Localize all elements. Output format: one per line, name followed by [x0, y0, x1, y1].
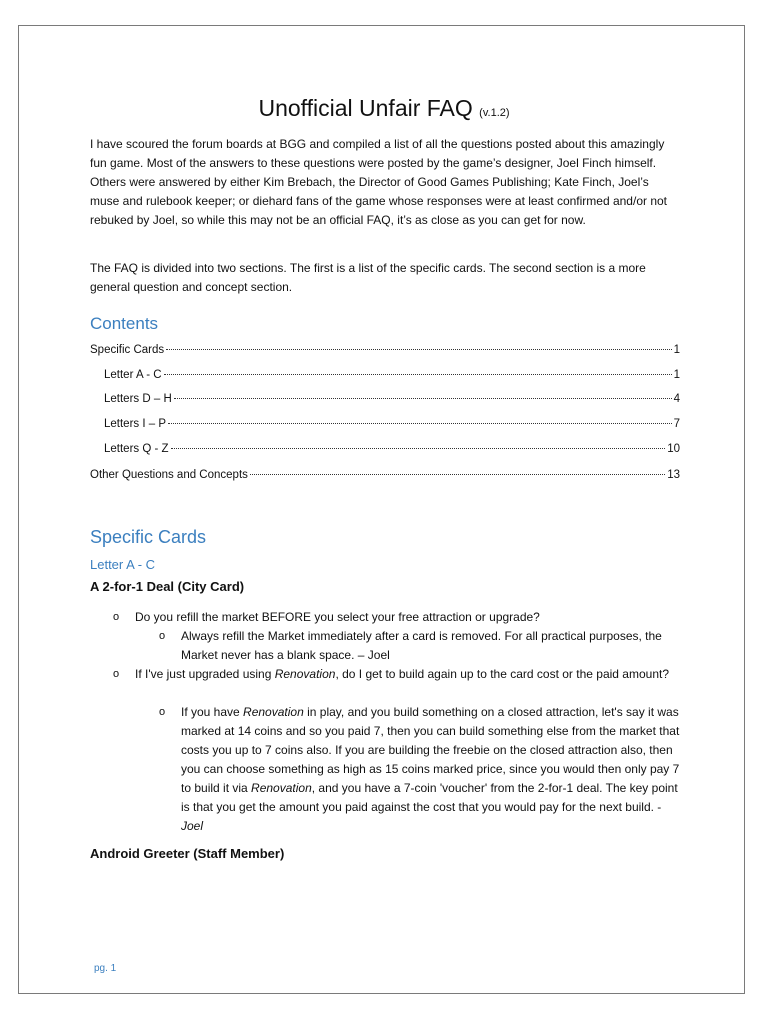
subsection-heading: Letter A - C — [90, 557, 156, 572]
answer-2-author: Joel — [181, 819, 204, 833]
bullet-marker: o — [159, 706, 166, 718]
toc-page: 1 — [673, 344, 680, 356]
answer-2-text-a: If you have — [181, 705, 244, 719]
question-1 — [113, 608, 680, 627]
question-2-text-a: If I've just upgraded using — [135, 667, 275, 681]
title-version: (v.1.2) — [479, 107, 510, 119]
question-2-emphasis: Renovation — [274, 667, 336, 681]
toc-entry-letters-i-p[interactable] — [104, 416, 680, 432]
toc-leader-dots — [168, 423, 672, 424]
contents-heading: Contents — [90, 314, 159, 333]
toc-entry-other-questions[interactable] — [90, 467, 680, 483]
toc-entry-specific-cards[interactable] — [90, 342, 680, 358]
toc-entry-letters-q-z[interactable] — [104, 441, 680, 457]
answer-2-emphasis-1: Renovation — [243, 705, 304, 719]
question-2 — [113, 665, 680, 684]
toc-leader-dots — [174, 398, 672, 399]
bullet-marker: o — [159, 630, 166, 642]
title-text: Unofficial Unfair FAQ — [258, 95, 473, 121]
bullet-marker: o — [113, 611, 120, 623]
toc-label: Letter A - C — [104, 369, 162, 381]
answer-2 — [159, 703, 680, 836]
toc-page: 4 — [673, 393, 680, 405]
answer-2-emphasis-2: Renovation — [251, 781, 312, 795]
page-number: pg. 1 — [94, 963, 117, 974]
toc-page: 1 — [673, 369, 680, 381]
question-1-text: Do you refill the market BEFORE you select your free attraction or upgrade? — [135, 610, 540, 624]
toc-label: Other Questions and Concepts — [90, 469, 248, 481]
toc-entry-letter-a-c[interactable] — [104, 367, 680, 383]
toc-leader-dots — [171, 448, 666, 449]
intro-paragraph-2: The FAQ is divided into two sections. The first is a list of the specific cards. The second section is a more general question and concept section. — [90, 261, 646, 294]
toc-page: 7 — [673, 418, 680, 430]
toc-page: 10 — [667, 443, 680, 455]
card-title-2-for-1-deal: A 2-for-1 Deal (City Card) — [90, 579, 245, 594]
answer-1-text: Always refill the Market immediately after a card is removed. For all practical purposes, the Market never has a blank space. – Joel — [181, 629, 662, 662]
section-heading: Specific Cards — [90, 527, 207, 547]
intro-paragraph-1: I have scoured the forum boards at BGG and compiled a list of all the questions posted about this amazingly fun game. Most of the answers to these questions were posted by the game’s designer, Joel Finch himself. Others were answered by either Kim Brebach, the Director of Good Games Publishing; Kate Finch, Joel’s muse and rulebook keeper; or diehard fans of the game whose responses were at least confirmed and/or not rebuked by Joel, so while this may not be an official FAQ, it’s as close as you can get for now. — [90, 137, 668, 227]
answer-1 — [159, 627, 680, 665]
toc-label: Letters Q - Z — [104, 443, 169, 455]
answer-2-text-c: , and you have a 7-coin 'voucher' from the 2-for-1 deal. The key point is that you get the amount you paid against the cost that you would pay for the next build. - — [181, 781, 678, 814]
toc-leader-dots — [164, 374, 672, 375]
bullet-marker: o — [113, 668, 120, 680]
answer-2-text-b: in play, and you build something on a closed attraction, let's say it was marked at 14 coins and so you paid 7, then you can build something else from the market that costs you up to 7 coins also. If you are building the freebie on the closed attraction also, then you can choose something as high as 15 coins marked price, since you would then only pay 7 to build it via — [181, 705, 680, 795]
toc-label: Letters D – H — [104, 393, 172, 405]
toc-label: Letters I – P — [104, 418, 167, 430]
toc-page: 13 — [667, 469, 680, 481]
card-title-android-greeter: Android Greeter (Staff Member) — [90, 846, 285, 861]
page-title — [0, 95, 768, 122]
toc-entry-letters-d-h[interactable] — [104, 391, 680, 407]
question-2-text-b: , do I get to build again up to the card cost or the paid amount? — [335, 667, 669, 681]
toc-label: Specific Cards — [90, 344, 165, 356]
toc-leader-dots — [166, 349, 671, 350]
toc-leader-dots — [250, 474, 665, 475]
